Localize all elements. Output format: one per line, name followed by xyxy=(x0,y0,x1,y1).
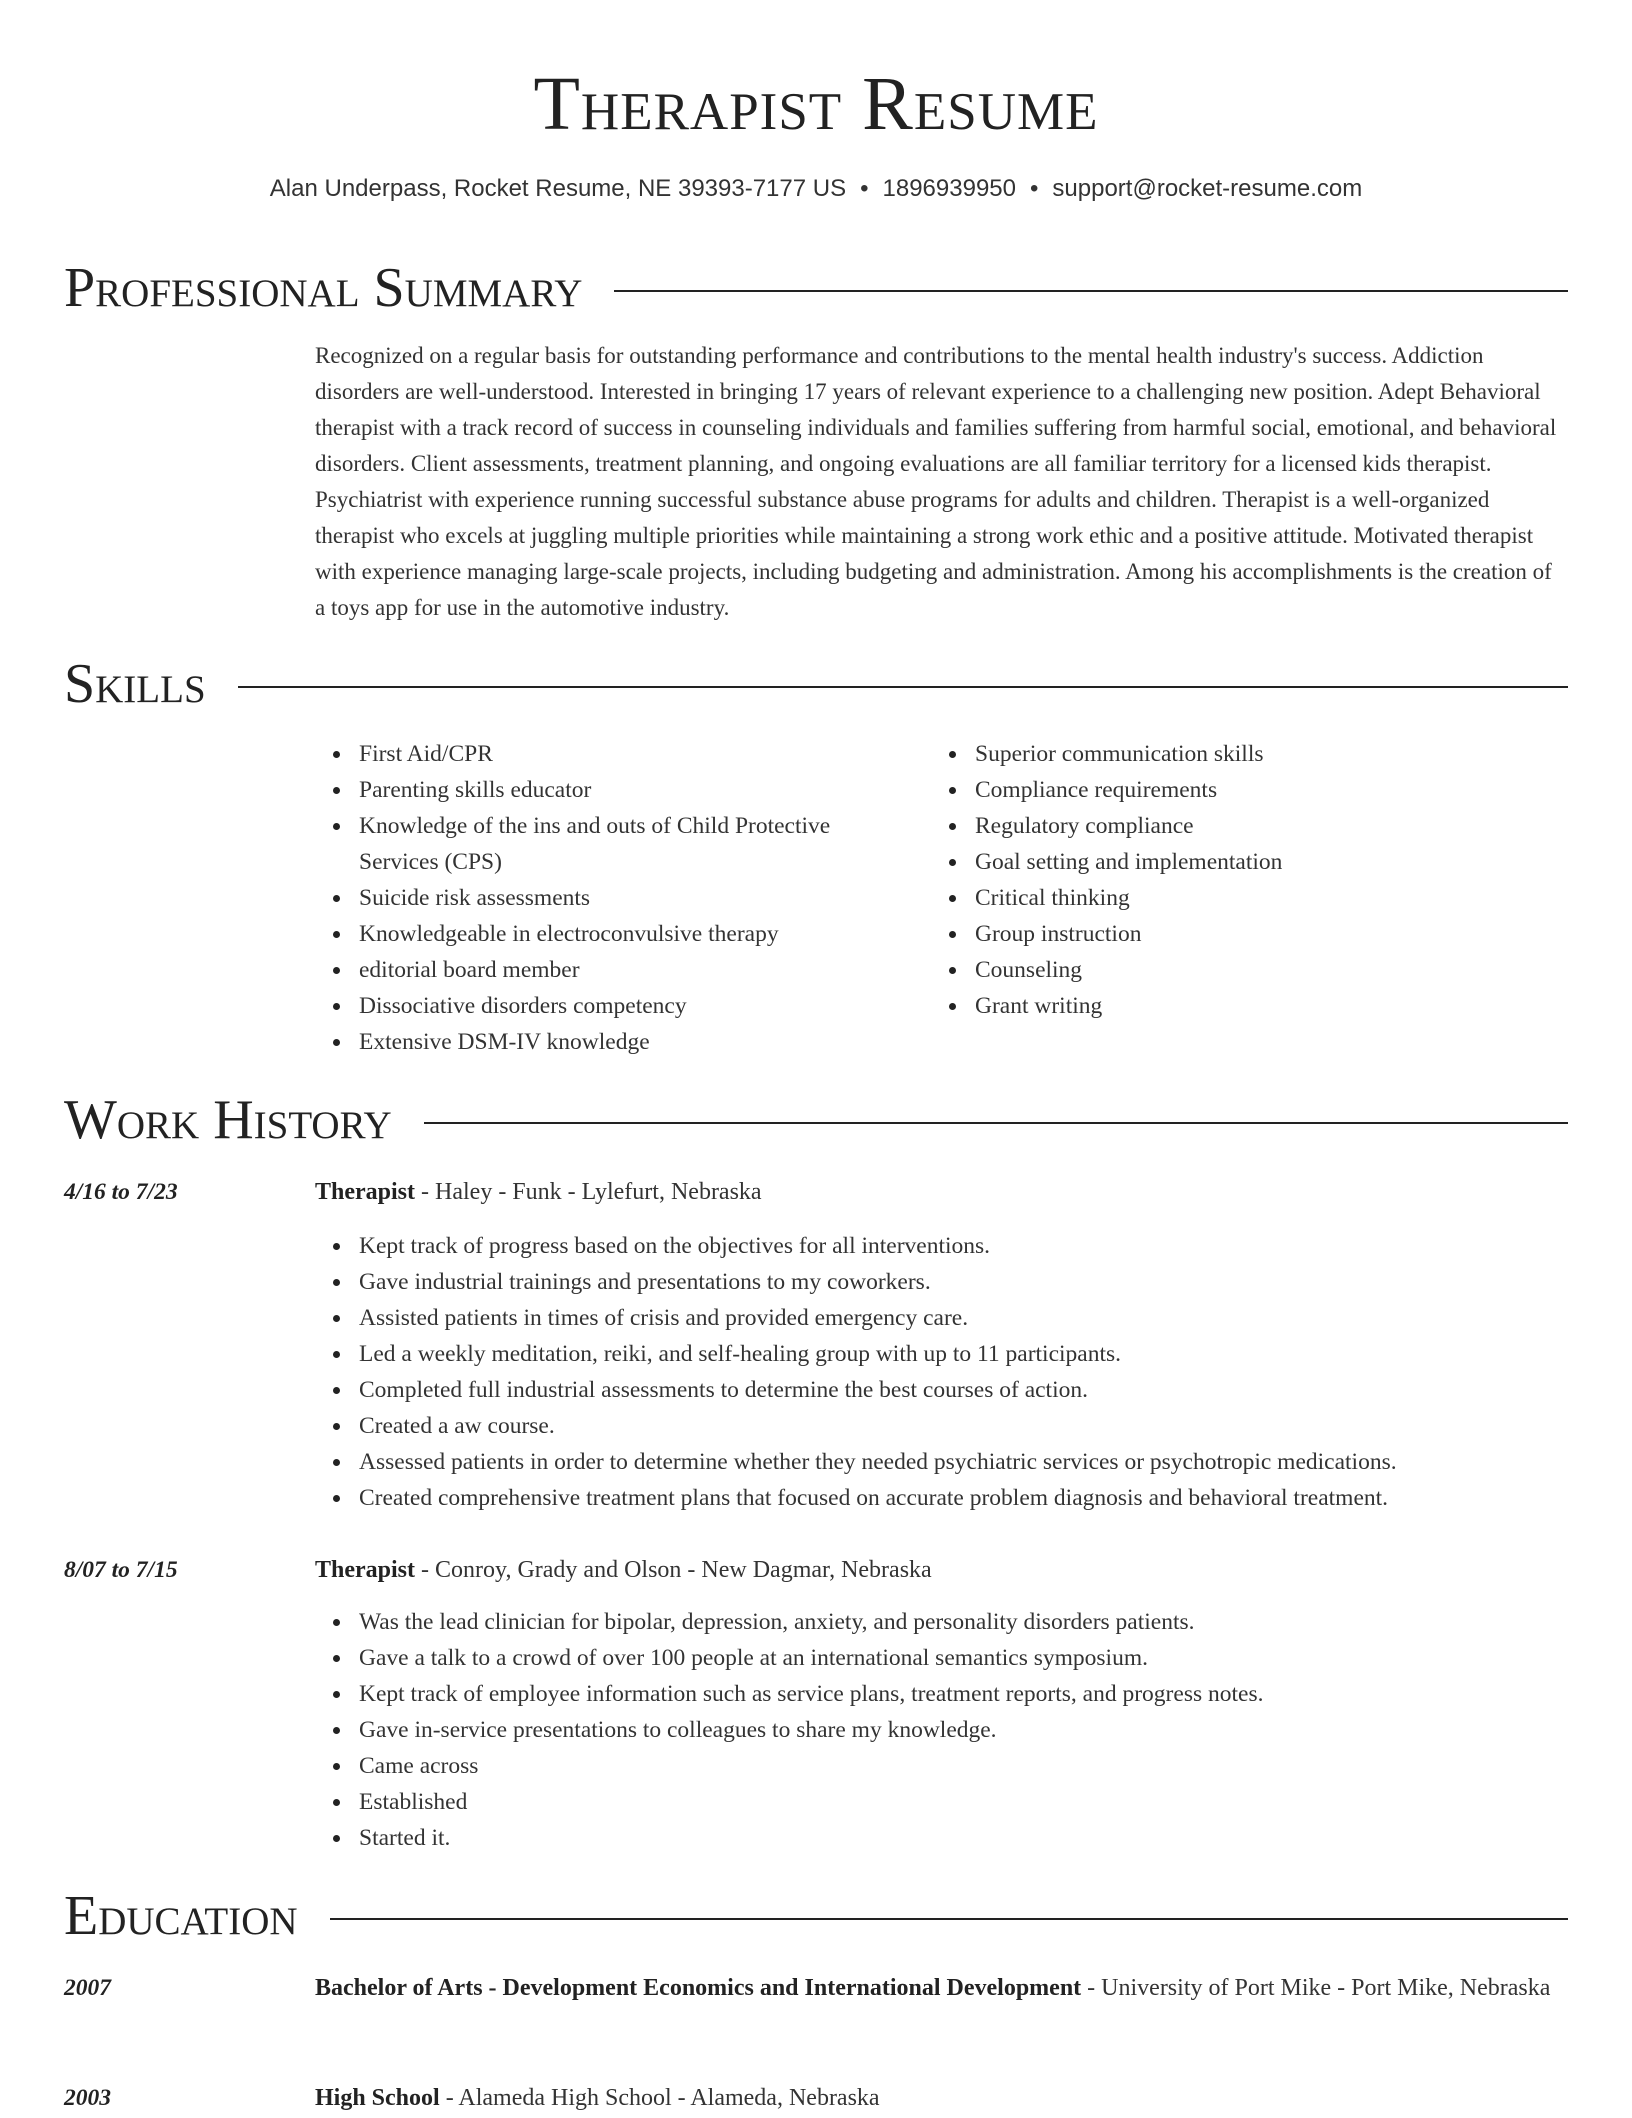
job-bullet: Assisted patients in times of crisis and provided emergency care. xyxy=(359,1300,1565,1336)
skill-item: Knowledge of the ins and outs of Child Protective Services (CPS) xyxy=(359,808,915,880)
job-title: Therapist xyxy=(315,1557,416,1583)
job-bullet: Led a weekly meditation, reiki, and self-healing group with up to 11 participants. xyxy=(359,1336,1565,1372)
resume-title: Therapist Resume xyxy=(533,62,1099,146)
skill-item: Dissociative disorders competency xyxy=(359,988,915,1024)
job-bullet: Gave in-service presentations to colleagues to share my knowledge. xyxy=(359,1712,1565,1748)
section-header-skills xyxy=(64,652,1568,716)
section-divider xyxy=(330,1918,1568,1920)
skill-item: Counseling xyxy=(975,952,1531,988)
skills-column-left xyxy=(315,736,915,1060)
education-details: - University of Port Mike - Port Mike, Nebraska xyxy=(1081,1975,1551,2001)
job-bullet: Kept track of progress based on the objectives for all interventions. xyxy=(359,1228,1565,1264)
education-degree: High School xyxy=(315,2085,440,2111)
contact-address: Alan Underpass, Rocket Resume, NE 39393-7177 US xyxy=(269,175,847,202)
job-details: - Conroy, Grady and Olson - New Dagmar, Nebraska xyxy=(415,1557,932,1583)
job-bullet: Kept track of employee information such as service plans, treatment reports, and progress notes. xyxy=(359,1676,1565,1712)
section-divider xyxy=(424,1122,1568,1124)
section-title-work: Work History xyxy=(64,1089,392,1151)
skill-item: Knowledgeable in electroconvulsive therapy xyxy=(359,916,915,952)
skills-column-right xyxy=(931,736,1531,1024)
job-bullet: Started it. xyxy=(359,1820,1565,1856)
skill-item: Superior communication skills xyxy=(975,736,1531,772)
section-header-summary xyxy=(64,256,1568,320)
contact-phone: 1896939950 xyxy=(882,175,1016,202)
skill-item: editorial board member xyxy=(359,952,915,988)
education-year: 2003 xyxy=(64,2085,111,2111)
contact-email: support@rocket-resume.com xyxy=(1052,175,1363,202)
skill-item: Critical thinking xyxy=(975,880,1531,916)
skill-item: Grant writing xyxy=(975,988,1531,1024)
contact-line xyxy=(0,174,1632,204)
skill-item: Suicide risk assessments xyxy=(359,880,915,916)
job-bullet: Gave industrial trainings and presentations to my coworkers. xyxy=(359,1264,1565,1300)
skill-item: Parenting skills educator xyxy=(359,772,915,808)
job-bullet: Assessed patients in order to determine whether they needed psychiatric services or psychotropic medications. xyxy=(359,1444,1565,1480)
skill-item: Compliance requirements xyxy=(975,772,1531,808)
education-degree: Bachelor of Arts - Development Economics and International Development xyxy=(315,1975,1082,2001)
summary-text: Recognized on a regular basis for outstanding performance and contributions to the mental health industry's success. Addiction disorders are well-understood. Interested in bringing 17 years of relevant experience to a challenging new position. Adept Behavioral therapist with a track record of success in counseling individuals and families suffering from harmful social, emotional, and behavioral disorders. Client assessments, treatment planning, and ongoing evaluations are all familiar territory for a licensed kids therapist. Psychiatrist with experience running successful substance abuse programs for adults and children. Therapist is a well-organized therapist who excels at juggling multiple priorities while maintaining a strong work ethic and a positive attitude. Motivated therapist with experience managing large-scale projects, including budgeting and administration. Among his accomplishments is the creation of a toys app for use in the automotive industry. xyxy=(315,343,1557,620)
section-header-work xyxy=(64,1088,1568,1152)
job-details: - Haley - Funk - Lylefurt, Nebraska xyxy=(415,1179,762,1205)
skill-item: First Aid/CPR xyxy=(359,736,915,772)
job-dates: 8/07 to 7/15 xyxy=(64,1557,178,1583)
education-entry xyxy=(315,2078,1565,2118)
job-heading xyxy=(315,1552,932,1588)
contact-separator: • xyxy=(860,175,869,202)
job-bullet: Gave a talk to a crowd of over 100 people at an international semantics symposium. xyxy=(359,1640,1565,1676)
job-bullet: Created a aw course. xyxy=(359,1408,1565,1444)
job-bullet: Created comprehensive treatment plans that focused on accurate problem diagnosis and behavioral treatment. xyxy=(359,1480,1565,1516)
education-details: - Alameda High School - Alameda, Nebraska xyxy=(439,2085,880,2111)
job-bullets xyxy=(315,1604,1565,1856)
job-bullets xyxy=(315,1228,1565,1516)
skill-item: Extensive DSM-IV knowledge xyxy=(359,1024,915,1060)
job-bullet: Completed full industrial assessments to determine the best courses of action. xyxy=(359,1372,1565,1408)
section-divider xyxy=(238,686,1568,688)
job-heading xyxy=(315,1174,762,1210)
section-header-education xyxy=(64,1884,1568,1948)
skills-list-right xyxy=(931,736,1531,1024)
section-title-education: Education xyxy=(64,1885,298,1947)
skill-item: Goal setting and implementation xyxy=(975,844,1531,880)
skills-list-left xyxy=(315,736,915,1060)
skill-item: Regulatory compliance xyxy=(975,808,1531,844)
job-title: Therapist xyxy=(315,1179,416,1205)
section-divider xyxy=(614,290,1568,292)
job-bullet: Was the lead clinician for bipolar, depression, anxiety, and personality disorders patients. xyxy=(359,1604,1565,1640)
job-dates: 4/16 to 7/23 xyxy=(64,1179,178,1205)
education-year: 2007 xyxy=(64,1975,111,2001)
job-bullet: Came across xyxy=(359,1748,1565,1784)
section-title-summary: Professional Summary xyxy=(64,257,583,319)
skill-item: Group instruction xyxy=(975,916,1531,952)
contact-separator: • xyxy=(1030,175,1039,202)
section-title-skills: Skills xyxy=(64,653,206,715)
job-bullet: Established xyxy=(359,1784,1565,1820)
education-entry xyxy=(315,1968,1565,2008)
